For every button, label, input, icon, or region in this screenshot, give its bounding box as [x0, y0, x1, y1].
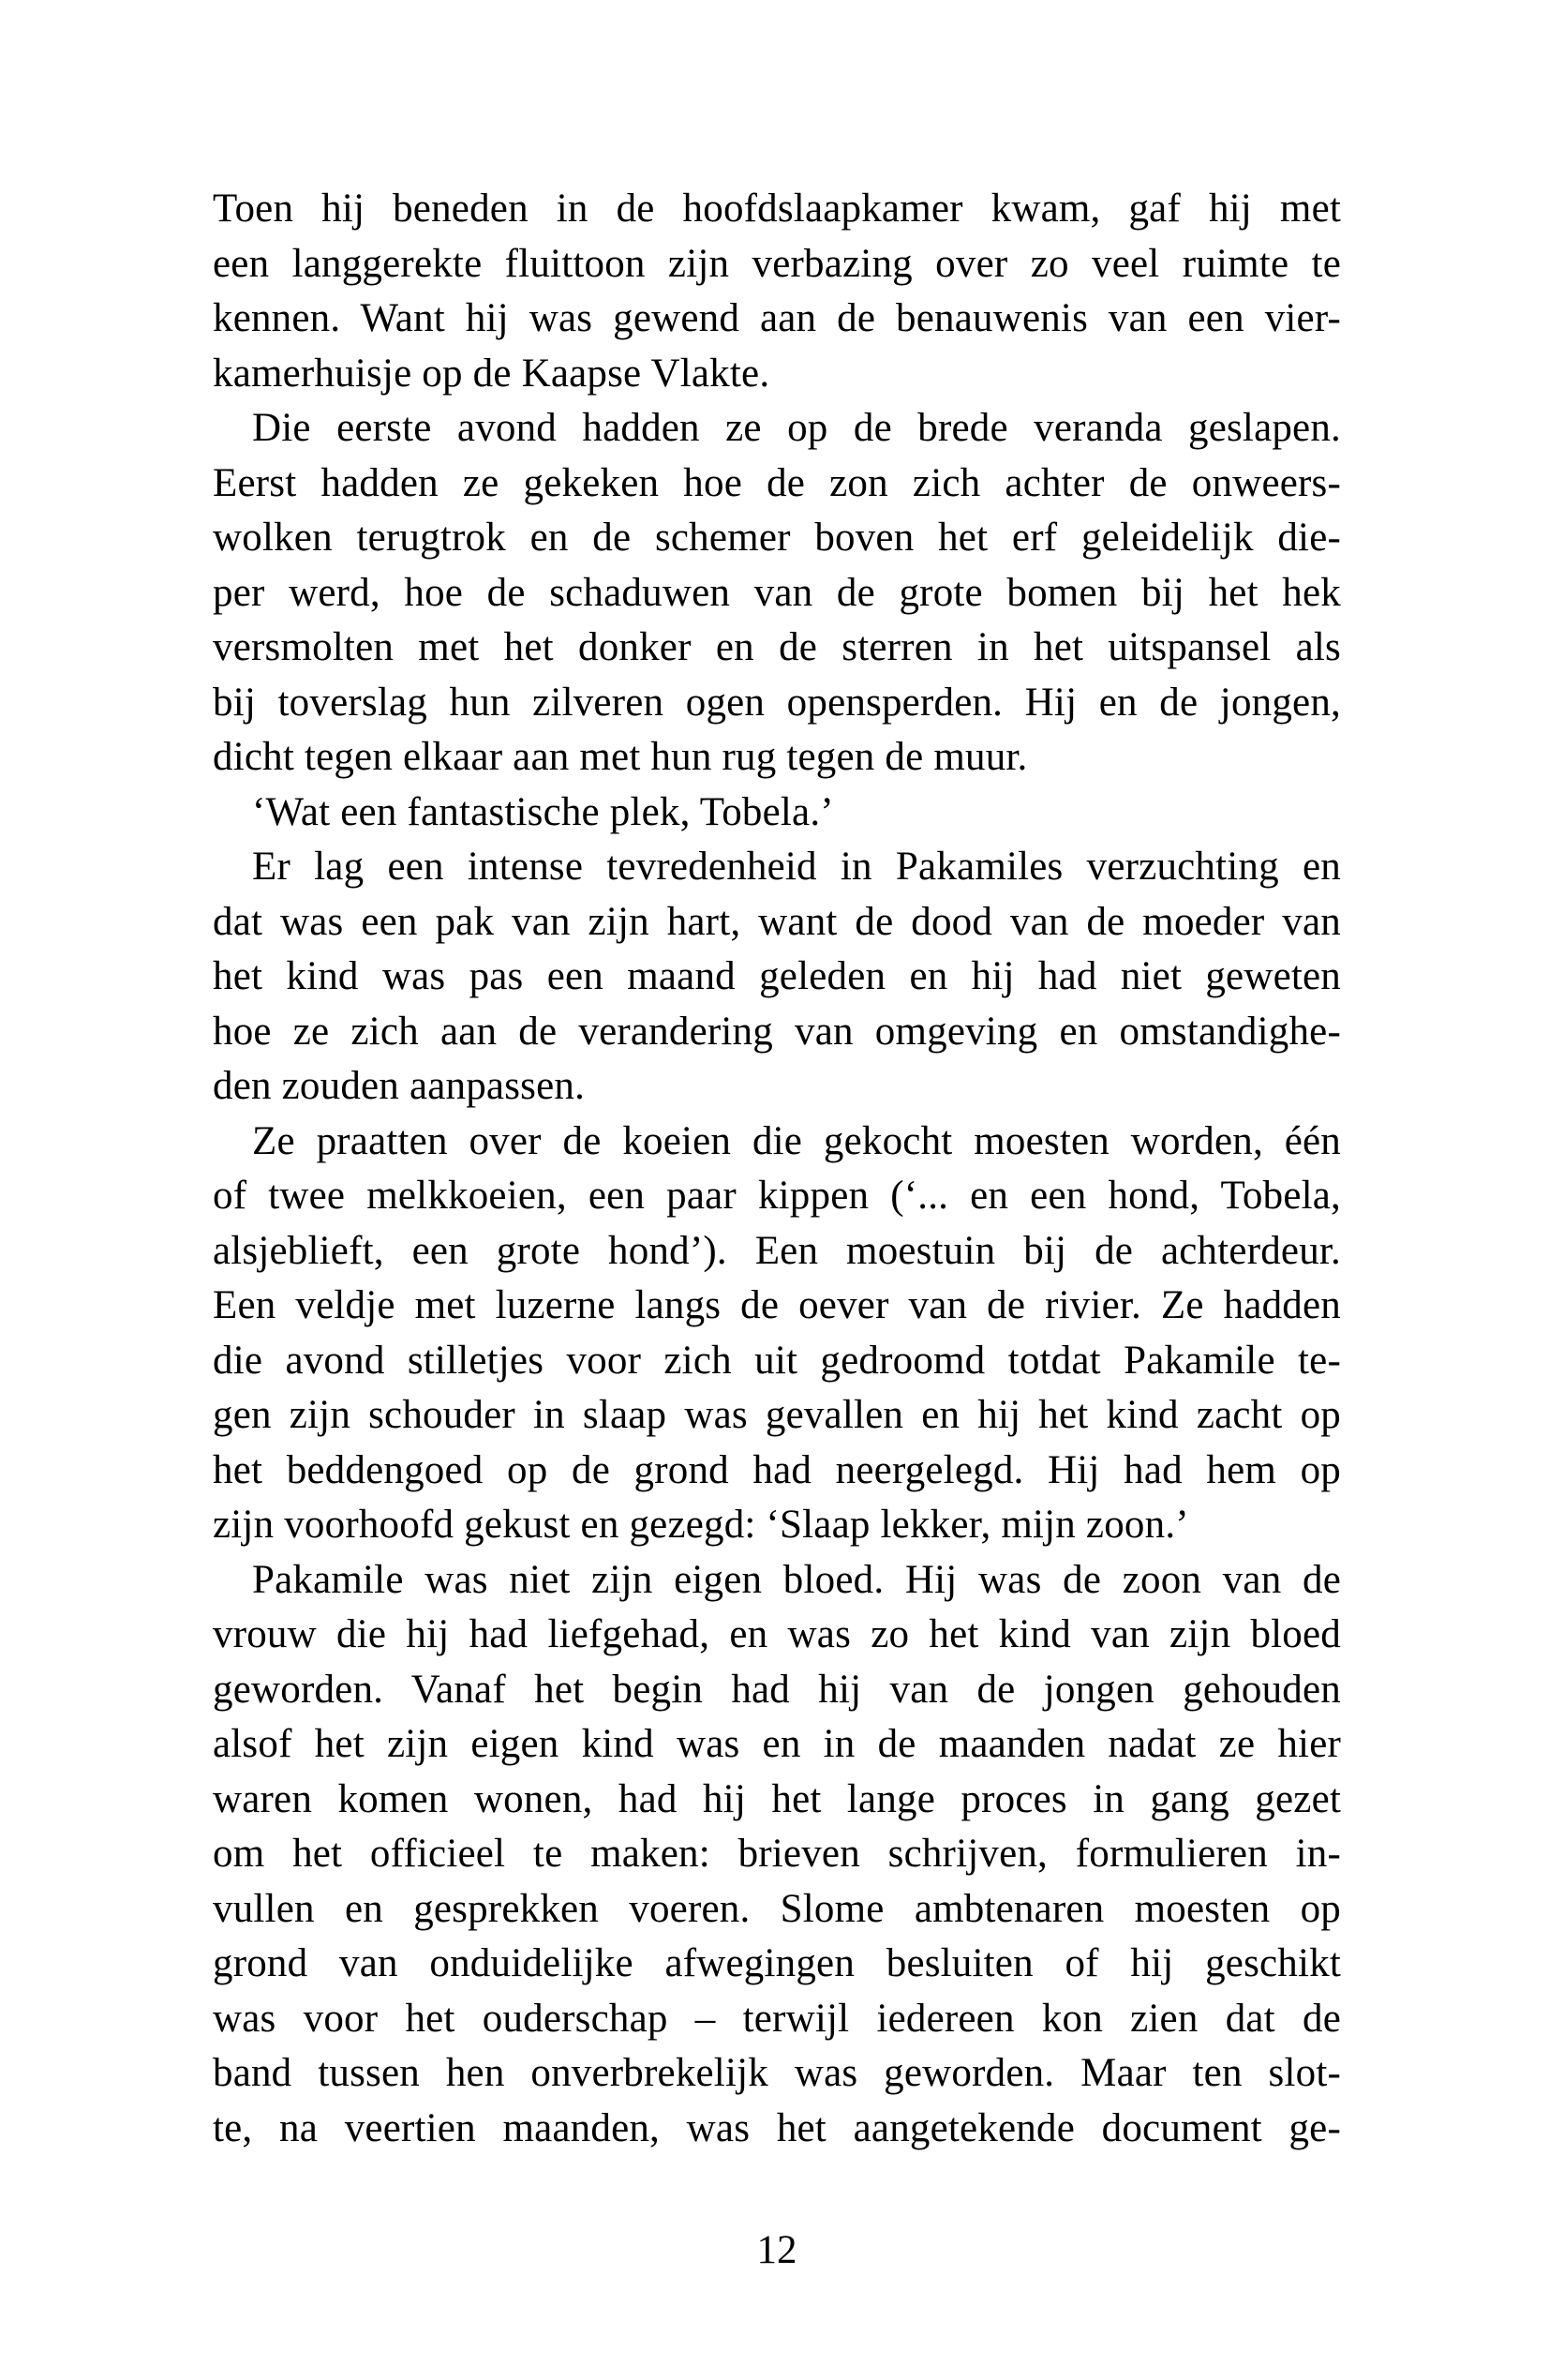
text-line: geworden. Vanaf het begin had hij van de jongen gehouden [213, 1667, 1341, 1712]
text-line: bij toverslag hun zilveren ogen opensperden. Hij en de jongen, [213, 680, 1341, 725]
text-line: het kind was pas een maand geleden en hij had niet geweten [213, 954, 1341, 998]
text-line: Een veldje met luzerne langs de oever van de rivier. Ze hadden [213, 1283, 1341, 1327]
text-line: waren komen wonen, had hij het lange proces in gang gezet [213, 1776, 1341, 1821]
paragraph [213, 786, 1341, 841]
text-line: een langgerekte fluittoon zijn verbazing over zo veel ruimte te [213, 241, 1341, 286]
text-line: te, na veertien maanden, was het aangetekende document ge- [213, 2105, 1341, 2150]
text-line: kamerhuisje op de Kaapse Vlakte. [213, 351, 770, 396]
text-line: dat was een pak van zijn hart, want de dood van de moeder van [213, 899, 1341, 944]
text-line: Er lag een intense tevredenheid in Pakamiles verzuchting en [252, 845, 1341, 889]
text-line: gen zijn schouder in slaap was gevallen en hij het kind zacht op [213, 1393, 1341, 1437]
text-line: ‘Wat een fantastische plek, Tobela.’ [252, 789, 834, 834]
text-line: die avond stilletjes voor zich uit gedroomd totdat Pakamile te- [213, 1338, 1341, 1383]
text-line: Ze praatten over de koeien die gekocht moesten worden, één [252, 1118, 1341, 1163]
paragraph [213, 401, 1341, 786]
text-line: of twee melkkoeien, een paar kippen (‘... en een hond, Tobela, [213, 1174, 1341, 1218]
text-line: Pakamile was niet zijn eigen bloed. Hij was de zoon van de [252, 1557, 1341, 1602]
text-line: kennen. Want hij was gewend aan de benauwenis van een vier- [213, 296, 1341, 340]
paragraph [213, 1553, 1341, 2157]
text-line: versmolten met het donker en de sterren in het uitspansel als [213, 625, 1341, 669]
text-line: zijn voorhoofd gekust en gezegd: ‘Slaap lekker, mijn zoon.’ [213, 1503, 1189, 1547]
paragraph [213, 1115, 1341, 1553]
text-line: den zouden aanpassen. [213, 1064, 586, 1108]
text-line: grond van onduidelijke afwegingen besluiten of hij geschikt [213, 1941, 1341, 1985]
text-line: dicht tegen elkaar aan met hun rug tegen de muur. [213, 735, 1028, 779]
text-line: alsof het zijn eigen kind was en in de maanden nadat ze hier [213, 1722, 1341, 1766]
text-line: vullen en gesprekken voeren. Slome ambtenaren moesten op [213, 1886, 1341, 1931]
text-line: per werd, hoe de schaduwen van de grote bomen bij het hek [213, 570, 1341, 615]
paragraph [213, 182, 1341, 401]
text-line: Die eerste avond hadden ze op de brede veranda geslapen. [252, 406, 1341, 450]
text-line: wolken terugtrok en de schemer boven het erf geleidelijk die- [213, 516, 1341, 560]
text-line: Toen hij beneden in de hoofdslaapkamer kwam, gaf hij met [213, 187, 1341, 231]
page-number: 12 [756, 2228, 797, 2272]
text-line: om het officieel te maken: brieven schrijven, formulieren in- [213, 1832, 1341, 1876]
paragraph [213, 840, 1341, 1115]
text-line: hoe ze zich aan de verandering van omgeving en omstandighe- [213, 1009, 1341, 1054]
text-line: was voor het ouderschap – terwijl iedereen kon zien dat de [213, 1996, 1341, 2041]
text-line: vrouw die hij had liefgehad, en was zo het kind van zijn bloed [213, 1612, 1341, 1656]
text-line: Eerst hadden ze gekeken hoe de zon zich achter de onweers- [213, 460, 1341, 505]
text-line: alsjeblieft, een grote hond’). Een moestuin bij de achterdeur. [213, 1228, 1341, 1273]
text-line: het beddengoed op de grond had neergelegd. Hij had hem op [213, 1447, 1341, 1492]
text-block [213, 182, 1341, 2156]
text-line: band tussen hen onverbrekelijk was geworden. Maar ten slot- [213, 2051, 1341, 2095]
